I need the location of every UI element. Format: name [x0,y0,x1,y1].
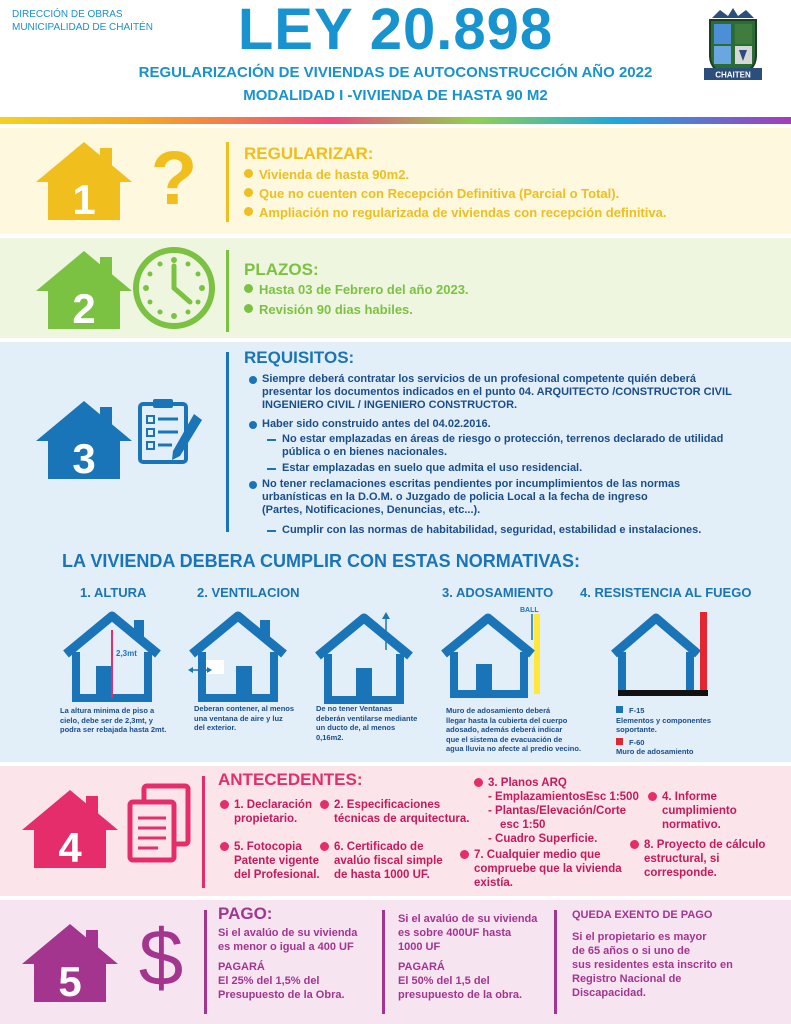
ball-label: BALL [520,607,539,614]
section-4-divider [202,776,205,888]
ventilacion-description: Deberan contener, al menos una ventana de aire y luz del exterior. [194,704,295,732]
department-line-1: DIRECCIÓN DE OBRAS [12,9,123,20]
list-item: Hasta 03 de Febrero del año 2023. [244,281,469,299]
normativa-ventilacion-heading: 2. VENTILACION [197,585,300,600]
antecedente-4: 4. Informe cumplimiento normativo. [662,790,737,832]
requirement-2a: No estar emplazadas en áreas de riesgo o protección, terrenos declarado de utilidad pública o en bienes nacionales. [282,433,723,459]
house-altura-icon [60,608,164,702]
normativa-fuego-heading: 4. RESISTENCIA AL FUEGO [580,585,752,600]
house-ventilacion-icon [186,608,290,702]
step-number-3: 3 [72,435,96,481]
normativas-title: LA VIVIENDA DEBERA CUMPLIR CON ESTAS NORMATIVAS: [62,551,581,571]
section-3-divider [226,352,229,532]
pago-divider-2 [554,910,557,1014]
municipal-crest-icon [698,6,768,86]
ducto-description: De no tener Ventanas deberán ventilarse mediante un ducto de, al menos 0,16m2. [316,704,418,742]
dollar-icon: $ [138,913,184,1002]
section-1-divider [226,142,229,222]
page-subtitle-2: MODALIDAD I -VIVIENDA DE HASTA 90 M2 [243,87,548,104]
section-3-title: REQUISITOS: [244,348,355,367]
normativa-adosamiento-heading: 3. ADOSAMIENTO [442,585,554,600]
house-icon [34,245,134,331]
section-2-divider [226,250,229,332]
list-item: Que no cuenten con Recepción Definitiva (Parcial o Total). [244,185,619,203]
list-item: Vivienda de hasta 90m2. [244,166,409,184]
house-fuego-icon [600,608,716,700]
fuego-legend: F-15 Elementos y componentes soportante. F-60 Muro de adosamiento [616,706,712,756]
house-adosamiento-icon [440,604,550,700]
f60-swatch [616,738,623,745]
crest-label: CHAITEN [715,70,751,80]
section-5-divider [204,910,207,1014]
antecedente-2: 2. Especificaciones técnicas de arquitectura. [334,798,470,826]
step-number-2: 2 [72,285,96,331]
pago-exento: QUEDA EXENTO DE PAGO Si el propietario es mayor de 65 años o si uno de sus residentes esta inscrito en Registro Nacional de Discapacidad. [572,909,733,999]
house-icon [20,918,120,1004]
documents-icon [124,782,194,866]
checklist-icon [136,396,208,468]
house-icon [20,784,120,870]
normativa-altura-heading: 1. ALTURA [80,585,147,600]
adosamiento-description: Muro de adosamiento deberá llegar hasta la cubierta del cuerpo adosado, además deberá indicar que el sistema de evacuación de agua lluvia no afecte al predio vecino. [446,706,582,753]
requirement-2b: Estar emplazadas en suelo que admita el uso residencial. [282,462,582,475]
f15-swatch [616,706,623,713]
antecedente-6: 6. Certificado de avalúo fiscal simple de hasta 1000 UF. [334,840,443,882]
antecedente-3: 3. Planos ARQ - EmplazamientosEsc 1:500 - Plantas/Elevación/Corte esc 1:50 - Cuadro Superficie. [488,776,639,846]
antecedente-5: 5. Fotocopia Patente vigente del Profesional. [234,840,320,882]
section-2-title: PLAZOS: [244,260,319,279]
pago-tramo-1: Si el avalúo de su vivienda es menor o igual a 400 UF PAGARÁ El 25% del 1,5% del Presupuesto de la Obra. [218,927,358,1001]
house-ducto-icon [312,610,416,704]
antecedente-1: 1. Declaración propietario. [234,798,312,826]
section-5-title: PAGO: [218,904,273,923]
question-mark-icon: ? [150,136,198,221]
page-title: LEY 20.898 [237,0,554,62]
section-4-title: ANTECEDENTES: [218,770,363,789]
requirement-2: Haber sido construido antes del 04.02.2016. [262,418,491,431]
house-icon [34,136,134,222]
step-number-5: 5 [58,958,82,1004]
pago-tramo-2: Si el avalúo de su vivienda es sobre 400UF hasta 1000 UF PAGARÁ El 50% del 1,5 del presupuesto de la obra. [398,913,538,1001]
antecedente-7: 7. Cualquier medio que compruebe que la vivienda existía. [474,848,622,890]
step-number-1: 1 [72,176,96,222]
clock-icon [132,246,216,330]
requirement-3a: Cumplir con las normas de habitabilidad, seguridad, estabilidad e instalaciones. [282,524,701,537]
list-item: Ampliación no regularizada de viviendas con recepción definitiva. [244,204,666,222]
department-line-2: MUNICIPALIDAD DE CHAITÉN [12,22,153,33]
rainbow-divider [0,117,791,124]
page-subtitle-1: REGULARIZACIÓN DE VIVIENDAS DE AUTOCONSTRUCCIÓN AÑO 2022 [138,64,653,81]
altura-measure: 2,3mt [116,649,137,658]
step-number-4: 4 [58,824,82,870]
list-item: Revisión 90 dias habiles. [244,301,413,319]
requirement-3: No tener reclamaciones escritas pendientes por incumplimientos de las normas urbanísticas en la D.O.M. o Juzgado de policia Local a la fecha de ingreso (Partes, Notificaciones, Denuncias, etc...). [262,478,680,517]
requirement-1: Siempre deberá contratar los servicios de un profesional competente quién deberá presentar los documentos indicados en el punto 04. ARQUITECTO /CONSTRUCTOR CIVIL INGENIERO CIVIL / INGENIERO CONSTRUCTOR. [262,373,732,412]
altura-description: La altura minima de piso a cielo, debe ser de 2,3mt, y podra ser rebajada hasta 2mt. [60,706,167,734]
section-1-title: REGULARIZAR: [244,144,374,163]
house-icon [34,395,134,481]
antecedente-8: 8. Proyecto de cálculo estructural, si corresponde. [644,838,765,880]
pago-divider-1 [382,910,385,1014]
